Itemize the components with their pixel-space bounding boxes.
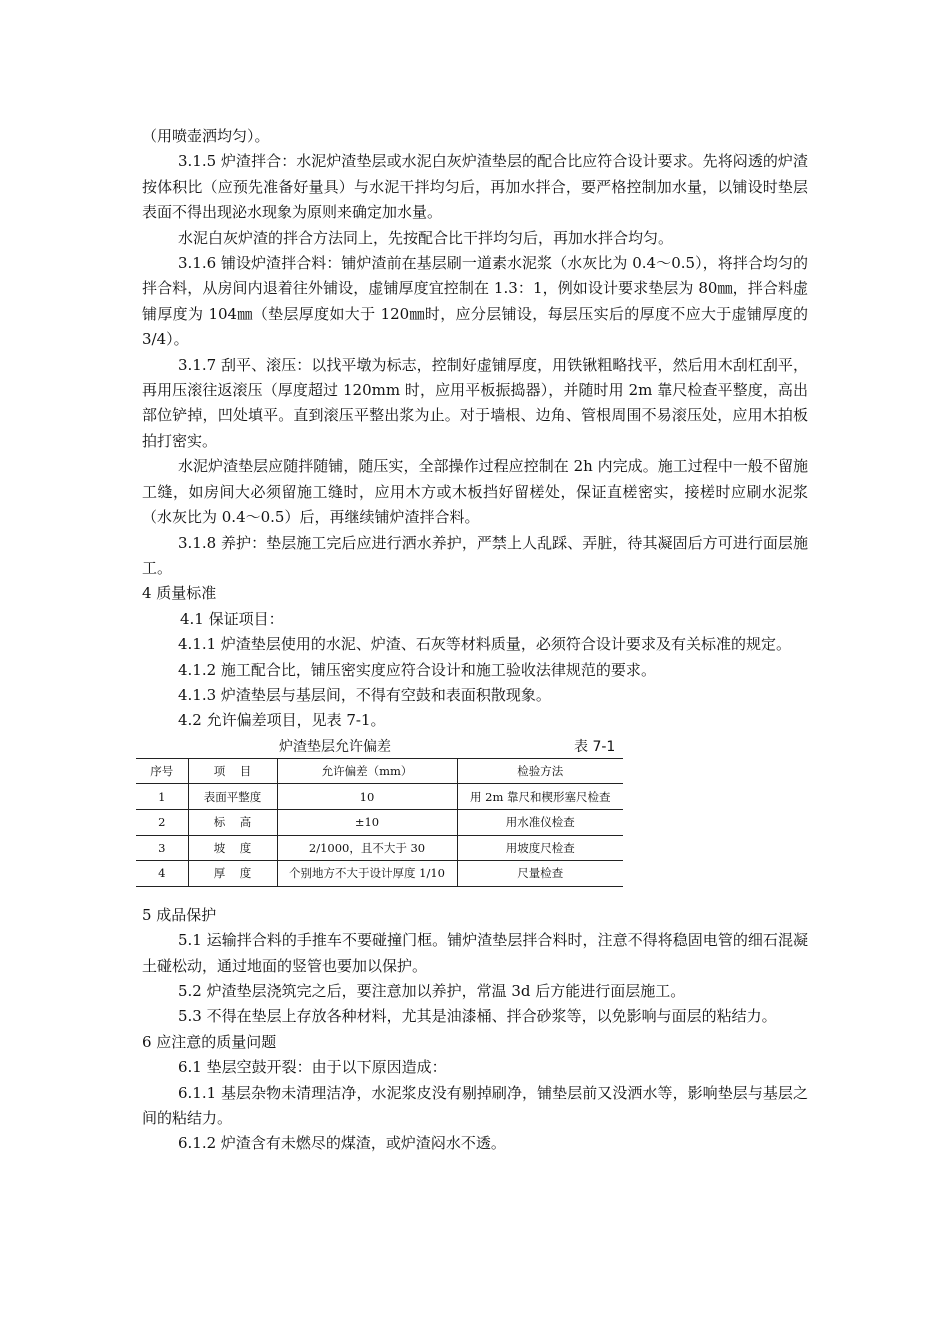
paragraph-3-1-5: 3.1.5 炉渣拌合：水泥炉渣垫层或水泥白灰炉渣垫层的配合比应符合设计要求。先将闷透的炉渣按体积比（应预先准备好量具）与水泥干拌均匀后，再加水拌合，要严格控制加水量，以铺设时垫层表面不得出现泌水现象为原则来确定加水量。 (142, 152, 808, 222)
paragraph-4-1-3: 4.1.3 炉渣垫层与基层间，不得有空鼓和表面积散现象。 (178, 685, 551, 704)
section-heading: 4 质量标准 (142, 584, 217, 603)
paragraph-3-1-7: 3.1.7 刮平、滚压：以找平墩为标志，控制好虚铺厚度，用铁锹粗略找平，然后用木刮杠刮平，再用压滚往返滚压（厚度超过 120mm 时，应用平板振捣器），并随时用 2m 靠尺检查平整度，高出部位铲掉，凹处填平。直到滚压平整出浆为止。对于墙根、边角、管根周围不易滚压处，应用木拍板拍打密实。 (142, 355, 808, 450)
table-title: 炉渣垫层允许偏差 (279, 738, 391, 755)
table-cell: 2/1000，且不大于 30 (277, 835, 457, 861)
table-header-cell: 允许偏差（mm） (277, 758, 457, 784)
paragraph-3-1-8: 3.1.8 养护：垫层施工完后应进行洒水养护，严禁上人乱踩、弄脏，待其凝固后方可进行面层施工。 (142, 533, 808, 577)
section-quality-issues (142, 1030, 808, 1157)
paragraph-5-3: 5.3 不得在垫层上存放各种材料，尤其是油漆桶、拌合砂浆等，以免影响与面层的粘结力。 (178, 1007, 777, 1026)
table-cell: 10 (277, 784, 457, 810)
paragraph-6-1-1: 6.1.1 基层杂物未清理洁净，水泥浆皮没有剔掉刷净，铺垫层前又没洒水等，影响垫层与基层之间的粘结力。 (142, 1083, 808, 1127)
table-cell: 用水准仪检查 (457, 809, 623, 835)
table-row (136, 861, 623, 887)
table-cell: 4 (136, 861, 188, 887)
table-header-row (136, 758, 623, 784)
spacer (142, 887, 808, 903)
paragraph: 水泥白灰炉渣的拌合方法同上，先按配合比干拌均匀后，再加水拌合均匀。 (178, 228, 674, 247)
paragraph-4-1-1: 4.1.1 炉渣垫层使用的水泥、炉渣、石灰等材料质量，必须符合设计要求及有关标准的规定。 (178, 635, 791, 654)
section-heading: 6 应注意的质量问题 (142, 1032, 277, 1051)
paragraph: （用喷壶洒均匀）。 (142, 127, 270, 145)
paragraph-3-1-6: 3.1.6 铺设炉渣拌合料：铺炉渣前在基层刷一道素水泥浆（水灰比为 0.4～0.5），将拌合均匀的拌合料，从房间内退着往外铺设，虚铺厚度宜控制在 1.3：1，例如设计要求垫层为 80㎜，拌合料虚铺厚度为 104㎜（垫层厚度如大于 120㎜时，应分层铺设，每层压实后的厚度不应大于虚铺厚度的 3/4）。 (142, 254, 808, 349)
paragraph-4-2: 4.2 允许偏差项目，见表 7-1。 (178, 711, 386, 730)
table-row (136, 809, 623, 835)
table-cell: 3 (136, 835, 188, 861)
table-cell: 坡 度 (188, 835, 277, 861)
section-heading: 5 成品保护 (142, 905, 217, 924)
table-caption (142, 734, 808, 758)
table-cell: 厚 度 (188, 861, 277, 887)
table-header-cell: 检验方法 (457, 758, 623, 784)
table-number: 表 7-1 (574, 738, 616, 755)
table-header-cell: 项 目 (188, 758, 277, 784)
table-row (136, 835, 623, 861)
table-cell: 尺量检查 (457, 861, 623, 887)
paragraph-5-2: 5.2 炉渣垫层浇筑完之后，要注意加以养护，常温 3d 后方能进行面层施工。 (178, 981, 686, 1000)
table-cell: 用 2m 靠尺和楔形塞尺检查 (457, 784, 623, 810)
table-cell: ±10 (277, 809, 457, 835)
paragraph-6-1: 6.1 垫层空鼓开裂：由于以下原因造成： (178, 1058, 447, 1077)
paragraph-4-1-2: 4.1.2 施工配合比，铺压密实度应符合设计和施工验收法律规范的要求。 (178, 660, 656, 679)
table-cell: 1 (136, 784, 188, 810)
paragraph-6-1-2: 6.1.2 炉渣含有未燃尽的煤渣，或炉渣闷水不透。 (178, 1134, 506, 1153)
table-cell: 2 (136, 809, 188, 835)
table-header-cell: 序号 (150, 764, 174, 779)
table-cell: 个别地方不大于设计厚度 1/10 (277, 861, 457, 887)
document-body (142, 124, 808, 1157)
table-cell: 用坡度尺检查 (457, 835, 623, 861)
table-row (136, 784, 623, 810)
tolerance-table (136, 758, 623, 887)
table-cell: 标 高 (188, 809, 277, 835)
section-quality-standards (142, 581, 808, 733)
subsection-heading: 4.1 保证项目： (180, 609, 284, 628)
paragraph: 水泥炉渣垫层应随拌随铺，随压实，全部操作过程应控制在 2h 内完成。施工过程中一般不留施工缝，如房间大必须留施工缝时，应用木方或木板挡好留槎处，保证直槎密实，接槎时应刷水泥浆（水灰比为 0.4～0.5）后，再继续铺炉渣拌合料。 (142, 457, 808, 527)
section-construction-steps (142, 124, 808, 581)
section-product-protection (142, 903, 808, 1030)
table-cell: 表面平整度 (188, 784, 277, 810)
paragraph-5-1: 5.1 运输拌合料的手推车不要碰撞门框。铺炉渣垫层拌合料时，注意不得将稳固电管的细石混凝土碰松动，通过地面的竖管也要加以保护。 (142, 931, 808, 975)
